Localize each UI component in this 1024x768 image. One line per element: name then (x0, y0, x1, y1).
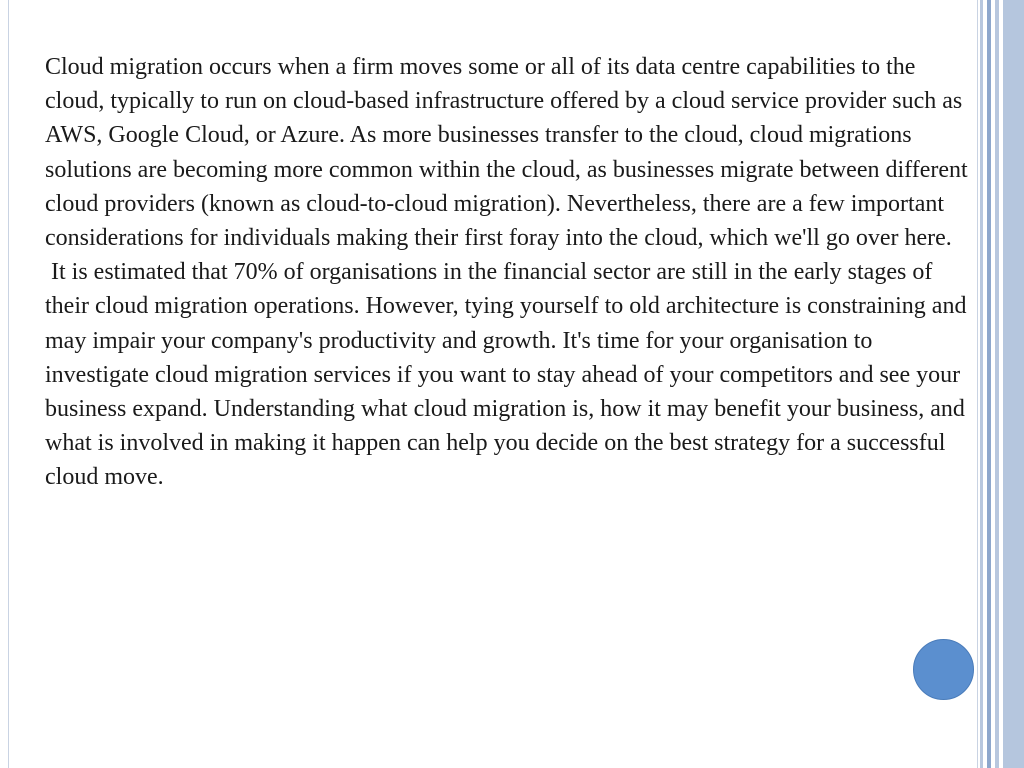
paragraph-cloud-migration-definition: Cloud migration occurs when a firm moves some or all of its data centre capabilities to the cloud, typically to run on cloud-based infrastructure offered by a cloud service provider such as AWS, Google Cloud, or Azure. As more businesses transfer to the cloud, cloud migrations solutions are becoming more common within the cloud, as businesses migrate between different cloud providers (known as cloud-to-cloud migration). Nevertheless, there are a few important considerations for individuals making their first foray into the cloud, which we'll go over here. (45, 54, 974, 252)
decorative-circle (913, 639, 974, 700)
decorative-stripes (978, 0, 1024, 768)
slide-body (45, 50, 975, 495)
paragraph-financial-sector: It is estimated that 70% of organisations in the financial sector are still in the early stages of their cloud migration operations. However, tying yourself to old architecture is constraining and may impair your company's productivity and growth. It's time for your organisation to investigate cloud migration services if you want to stay ahead of your competitors and see your business expand. Understanding what cloud migration is, how it may benefit your business, and what is involved in making it happen can help you decide on the best strategy for a successful cloud move. (45, 259, 973, 491)
